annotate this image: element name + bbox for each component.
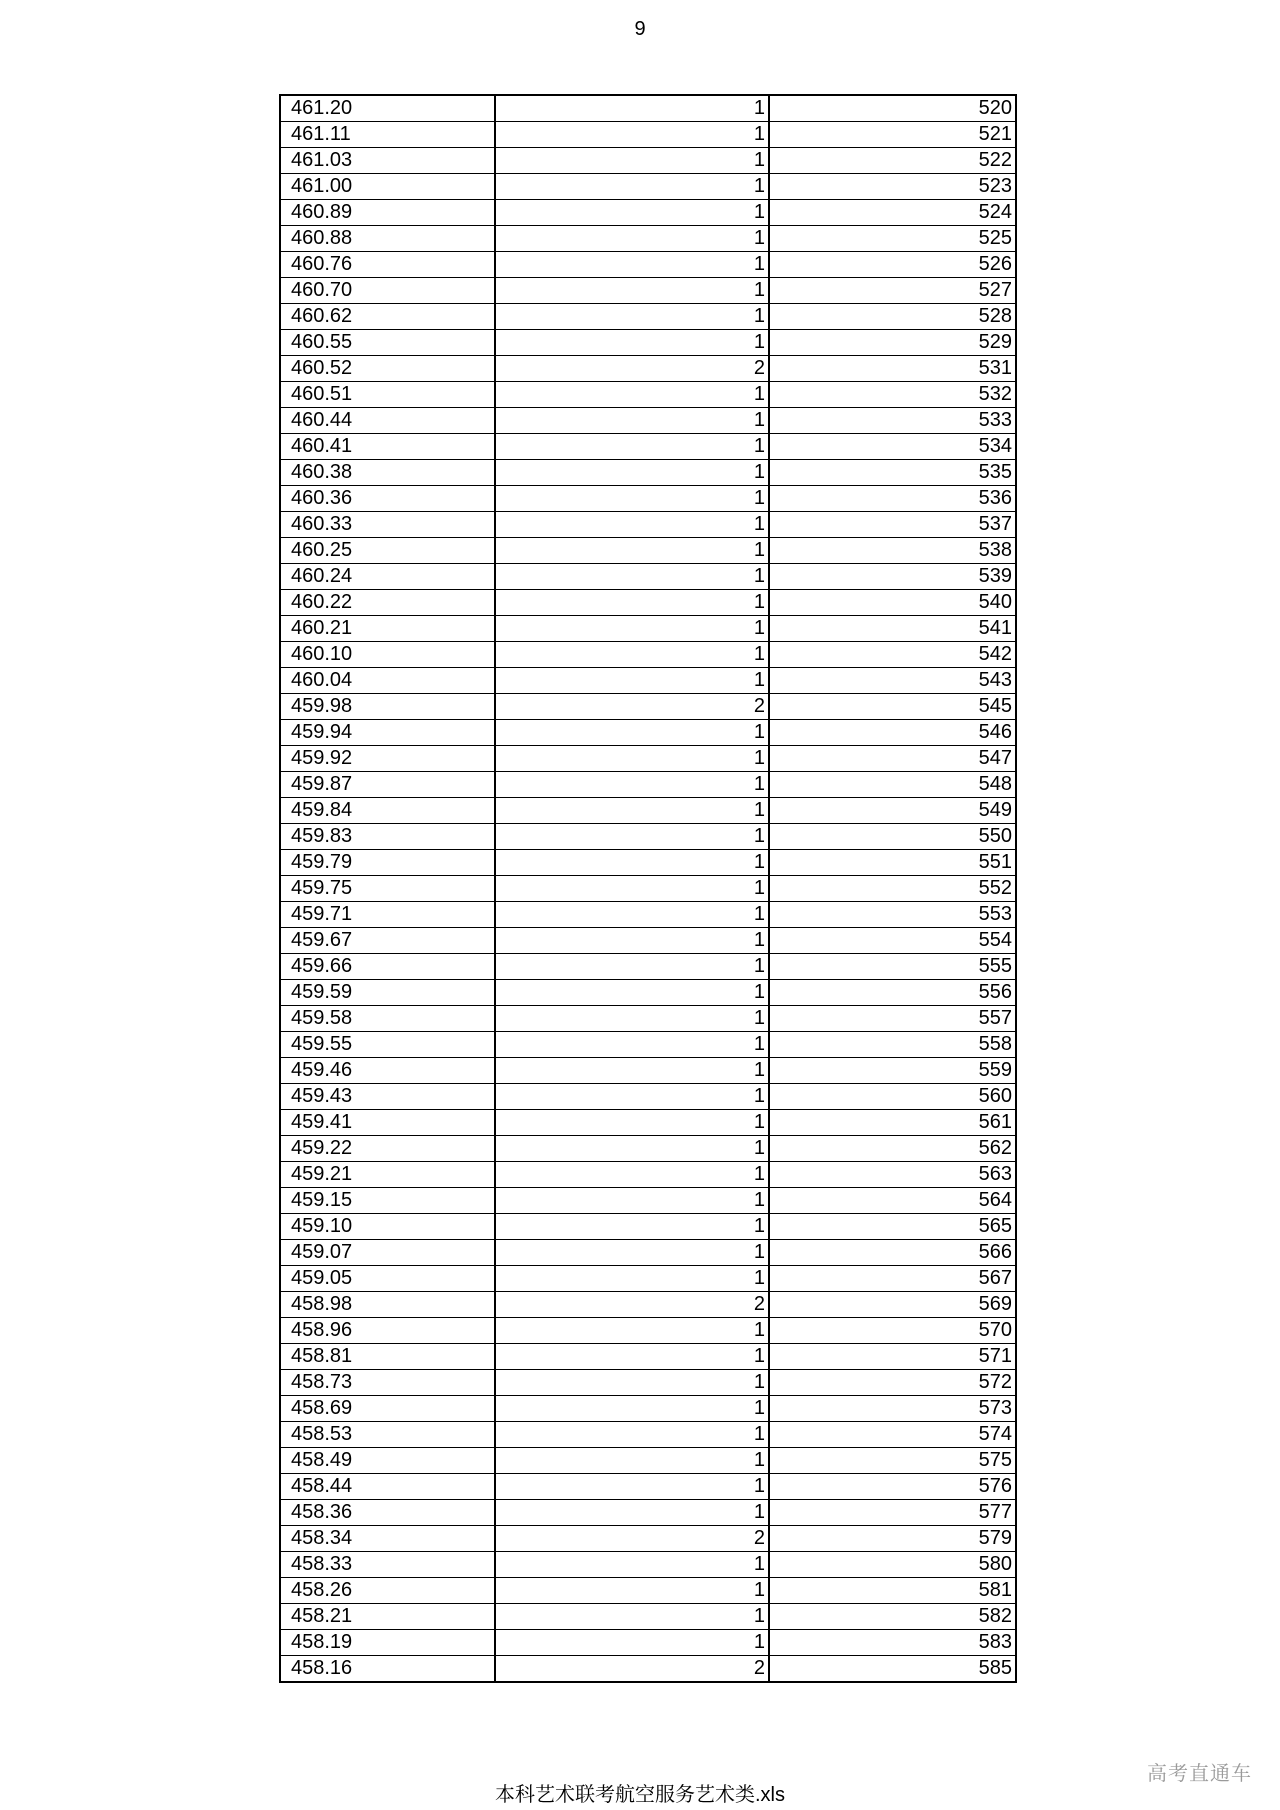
table-row (280, 1266, 1016, 1292)
table-row (280, 408, 1016, 434)
count-cell: 1 (495, 1344, 769, 1370)
table-row (280, 538, 1016, 564)
score-cell: 458.44 (280, 1474, 495, 1500)
score-cell: 459.83 (280, 824, 495, 850)
count-cell: 1 (495, 252, 769, 278)
table-row (280, 382, 1016, 408)
score-cell: 459.94 (280, 720, 495, 746)
score-cell: 460.88 (280, 226, 495, 252)
cumulative-rank-cell: 546 (769, 720, 1016, 746)
count-cell: 1 (495, 1214, 769, 1240)
score-cell: 458.26 (280, 1578, 495, 1604)
score-cell: 460.24 (280, 564, 495, 590)
count-cell: 1 (495, 1136, 769, 1162)
score-table-body (280, 95, 1016, 1682)
count-cell: 1 (495, 486, 769, 512)
score-cell: 460.10 (280, 642, 495, 668)
count-cell: 1 (495, 330, 769, 356)
count-cell: 1 (495, 980, 769, 1006)
cumulative-rank-cell: 524 (769, 200, 1016, 226)
score-cell: 460.33 (280, 512, 495, 538)
count-cell: 1 (495, 1552, 769, 1578)
score-cell: 458.33 (280, 1552, 495, 1578)
count-cell: 1 (495, 1578, 769, 1604)
table-row (280, 824, 1016, 850)
table-row (280, 1630, 1016, 1656)
cumulative-rank-cell: 562 (769, 1136, 1016, 1162)
table-row (280, 1656, 1016, 1683)
score-cell: 459.22 (280, 1136, 495, 1162)
count-cell: 1 (495, 850, 769, 876)
table-row (280, 356, 1016, 382)
table-row (280, 1578, 1016, 1604)
cumulative-rank-cell: 551 (769, 850, 1016, 876)
count-cell: 1 (495, 668, 769, 694)
score-cell: 460.04 (280, 668, 495, 694)
table-row (280, 616, 1016, 642)
score-cell: 459.58 (280, 1006, 495, 1032)
score-cell: 459.05 (280, 1266, 495, 1292)
cumulative-rank-cell: 548 (769, 772, 1016, 798)
cumulative-rank-cell: 581 (769, 1578, 1016, 1604)
cumulative-rank-cell: 522 (769, 148, 1016, 174)
score-cell: 459.21 (280, 1162, 495, 1188)
score-cell: 461.00 (280, 174, 495, 200)
count-cell: 1 (495, 95, 769, 122)
table-row (280, 1136, 1016, 1162)
score-cell: 460.44 (280, 408, 495, 434)
table-row (280, 1500, 1016, 1526)
table-row (280, 1032, 1016, 1058)
count-cell: 1 (495, 1188, 769, 1214)
cumulative-rank-cell: 550 (769, 824, 1016, 850)
score-cell: 460.51 (280, 382, 495, 408)
watermark-logo: 高考直通车 (1147, 1763, 1252, 1785)
table-row (280, 122, 1016, 148)
count-cell: 1 (495, 226, 769, 252)
table-row (280, 1110, 1016, 1136)
cumulative-rank-cell: 520 (769, 95, 1016, 122)
cumulative-rank-cell: 543 (769, 668, 1016, 694)
cumulative-rank-cell: 541 (769, 616, 1016, 642)
cumulative-rank-cell: 535 (769, 460, 1016, 486)
score-cell: 458.16 (280, 1656, 495, 1683)
score-cell: 459.84 (280, 798, 495, 824)
count-cell: 1 (495, 642, 769, 668)
score-cell: 458.96 (280, 1318, 495, 1344)
score-cell: 458.98 (280, 1292, 495, 1318)
score-cell: 460.76 (280, 252, 495, 278)
cumulative-rank-cell: 523 (769, 174, 1016, 200)
cumulative-rank-cell: 563 (769, 1162, 1016, 1188)
count-cell: 1 (495, 434, 769, 460)
table-row (280, 694, 1016, 720)
table-row (280, 304, 1016, 330)
page-number: 9 (634, 18, 646, 40)
score-cell: 459.92 (280, 746, 495, 772)
score-cell: 458.36 (280, 1500, 495, 1526)
cumulative-rank-cell: 570 (769, 1318, 1016, 1344)
count-cell: 1 (495, 1240, 769, 1266)
table-row (280, 928, 1016, 954)
cumulative-rank-cell: 554 (769, 928, 1016, 954)
score-cell: 458.49 (280, 1448, 495, 1474)
cumulative-rank-cell: 527 (769, 278, 1016, 304)
table-row (280, 1396, 1016, 1422)
score-cell: 460.25 (280, 538, 495, 564)
cumulative-rank-cell: 574 (769, 1422, 1016, 1448)
count-cell: 1 (495, 1084, 769, 1110)
table-row (280, 850, 1016, 876)
table-row (280, 1526, 1016, 1552)
score-cell: 459.41 (280, 1110, 495, 1136)
score-cell: 460.55 (280, 330, 495, 356)
cumulative-rank-cell: 525 (769, 226, 1016, 252)
count-cell: 2 (495, 1656, 769, 1683)
score-cell: 460.22 (280, 590, 495, 616)
count-cell: 1 (495, 928, 769, 954)
count-cell: 1 (495, 1474, 769, 1500)
count-cell: 2 (495, 356, 769, 382)
cumulative-rank-cell: 531 (769, 356, 1016, 382)
cumulative-rank-cell: 583 (769, 1630, 1016, 1656)
score-cell: 459.98 (280, 694, 495, 720)
count-cell: 1 (495, 538, 769, 564)
table-row (280, 772, 1016, 798)
table-row (280, 1370, 1016, 1396)
cumulative-rank-cell: 565 (769, 1214, 1016, 1240)
score-cell: 459.79 (280, 850, 495, 876)
cumulative-rank-cell: 580 (769, 1552, 1016, 1578)
count-cell: 1 (495, 746, 769, 772)
table-row (280, 1058, 1016, 1084)
cumulative-rank-cell: 555 (769, 954, 1016, 980)
count-cell: 1 (495, 902, 769, 928)
table-row (280, 798, 1016, 824)
count-cell: 1 (495, 382, 769, 408)
score-cell: 460.38 (280, 460, 495, 486)
table-row (280, 1188, 1016, 1214)
cumulative-rank-cell: 521 (769, 122, 1016, 148)
count-cell: 1 (495, 1422, 769, 1448)
count-cell: 1 (495, 1370, 769, 1396)
score-cell: 458.21 (280, 1604, 495, 1630)
count-cell: 1 (495, 798, 769, 824)
count-cell: 1 (495, 590, 769, 616)
cumulative-rank-cell: 556 (769, 980, 1016, 1006)
count-cell: 1 (495, 1032, 769, 1058)
score-cell: 459.87 (280, 772, 495, 798)
cumulative-rank-cell: 539 (769, 564, 1016, 590)
score-cell: 459.15 (280, 1188, 495, 1214)
count-cell: 1 (495, 1006, 769, 1032)
count-cell: 2 (495, 694, 769, 720)
cumulative-rank-cell: 576 (769, 1474, 1016, 1500)
count-cell: 1 (495, 512, 769, 538)
count-cell: 1 (495, 1604, 769, 1630)
cumulative-rank-cell: 536 (769, 486, 1016, 512)
cumulative-rank-cell: 538 (769, 538, 1016, 564)
cumulative-rank-cell: 540 (769, 590, 1016, 616)
table-row (280, 954, 1016, 980)
score-cell: 459.59 (280, 980, 495, 1006)
score-cell: 458.34 (280, 1526, 495, 1552)
count-cell: 1 (495, 1110, 769, 1136)
table-row (280, 95, 1016, 122)
count-cell: 1 (495, 954, 769, 980)
count-cell: 1 (495, 1630, 769, 1656)
count-cell: 1 (495, 824, 769, 850)
cumulative-rank-cell: 528 (769, 304, 1016, 330)
footer-filename: 本科艺术联考航空服务艺术类.xls (495, 1784, 785, 1806)
table-row (280, 1422, 1016, 1448)
cumulative-rank-cell: 532 (769, 382, 1016, 408)
table-row (280, 564, 1016, 590)
table-row (280, 1318, 1016, 1344)
table-row (280, 226, 1016, 252)
score-table (279, 94, 1017, 1683)
table-row (280, 668, 1016, 694)
cumulative-rank-cell: 547 (769, 746, 1016, 772)
cumulative-rank-cell: 552 (769, 876, 1016, 902)
cumulative-rank-cell: 566 (769, 1240, 1016, 1266)
table-row (280, 1084, 1016, 1110)
score-cell: 459.10 (280, 1214, 495, 1240)
cumulative-rank-cell: 564 (769, 1188, 1016, 1214)
cumulative-rank-cell: 557 (769, 1006, 1016, 1032)
count-cell: 1 (495, 1500, 769, 1526)
count-cell: 1 (495, 278, 769, 304)
count-cell: 2 (495, 1526, 769, 1552)
cumulative-rank-cell: 529 (769, 330, 1016, 356)
score-cell: 460.52 (280, 356, 495, 382)
count-cell: 1 (495, 200, 769, 226)
cumulative-rank-cell: 549 (769, 798, 1016, 824)
score-cell: 459.43 (280, 1084, 495, 1110)
cumulative-rank-cell: 575 (769, 1448, 1016, 1474)
score-cell: 459.75 (280, 876, 495, 902)
count-cell: 1 (495, 772, 769, 798)
score-cell: 459.07 (280, 1240, 495, 1266)
count-cell: 2 (495, 1292, 769, 1318)
cumulative-rank-cell: 573 (769, 1396, 1016, 1422)
cumulative-rank-cell: 545 (769, 694, 1016, 720)
score-cell: 458.69 (280, 1396, 495, 1422)
count-cell: 1 (495, 720, 769, 746)
table-row (280, 1006, 1016, 1032)
table-row (280, 174, 1016, 200)
count-cell: 1 (495, 1266, 769, 1292)
score-cell: 458.73 (280, 1370, 495, 1396)
table-row (280, 1448, 1016, 1474)
table-row (280, 434, 1016, 460)
table-row (280, 460, 1016, 486)
count-cell: 1 (495, 1318, 769, 1344)
score-cell: 458.53 (280, 1422, 495, 1448)
score-cell: 460.21 (280, 616, 495, 642)
cumulative-rank-cell: 542 (769, 642, 1016, 668)
cumulative-rank-cell: 534 (769, 434, 1016, 460)
cumulative-rank-cell: 567 (769, 1266, 1016, 1292)
cumulative-rank-cell: 561 (769, 1110, 1016, 1136)
score-cell: 458.19 (280, 1630, 495, 1656)
cumulative-rank-cell: 537 (769, 512, 1016, 538)
table-row (280, 876, 1016, 902)
cumulative-rank-cell: 526 (769, 252, 1016, 278)
cumulative-rank-cell: 558 (769, 1032, 1016, 1058)
score-cell: 461.03 (280, 148, 495, 174)
cumulative-rank-cell: 560 (769, 1084, 1016, 1110)
table-row (280, 1162, 1016, 1188)
table-row (280, 148, 1016, 174)
score-cell: 460.89 (280, 200, 495, 226)
count-cell: 1 (495, 304, 769, 330)
table-row (280, 1344, 1016, 1370)
cumulative-rank-cell: 582 (769, 1604, 1016, 1630)
count-cell: 1 (495, 148, 769, 174)
count-cell: 1 (495, 174, 769, 200)
score-cell: 461.20 (280, 95, 495, 122)
cumulative-rank-cell: 533 (769, 408, 1016, 434)
score-table-container (279, 94, 1017, 1683)
count-cell: 1 (495, 1396, 769, 1422)
score-cell: 458.81 (280, 1344, 495, 1370)
count-cell: 1 (495, 1162, 769, 1188)
table-row (280, 642, 1016, 668)
table-row (280, 590, 1016, 616)
table-row (280, 1552, 1016, 1578)
score-cell: 460.41 (280, 434, 495, 460)
score-cell: 459.55 (280, 1032, 495, 1058)
cumulative-rank-cell: 585 (769, 1656, 1016, 1683)
table-row (280, 1604, 1016, 1630)
count-cell: 1 (495, 408, 769, 434)
table-row (280, 252, 1016, 278)
table-row (280, 1214, 1016, 1240)
score-cell: 461.11 (280, 122, 495, 148)
cumulative-rank-cell: 572 (769, 1370, 1016, 1396)
table-row (280, 746, 1016, 772)
score-cell: 460.70 (280, 278, 495, 304)
table-row (280, 1240, 1016, 1266)
cumulative-rank-cell: 579 (769, 1526, 1016, 1552)
cumulative-rank-cell: 569 (769, 1292, 1016, 1318)
cumulative-rank-cell: 553 (769, 902, 1016, 928)
table-row (280, 902, 1016, 928)
count-cell: 1 (495, 460, 769, 486)
count-cell: 1 (495, 1058, 769, 1084)
cumulative-rank-cell: 559 (769, 1058, 1016, 1084)
table-row (280, 512, 1016, 538)
count-cell: 1 (495, 564, 769, 590)
score-cell: 459.71 (280, 902, 495, 928)
table-row (280, 278, 1016, 304)
table-row (280, 980, 1016, 1006)
count-cell: 1 (495, 122, 769, 148)
table-row (280, 200, 1016, 226)
table-row (280, 1292, 1016, 1318)
cumulative-rank-cell: 577 (769, 1500, 1016, 1526)
score-cell: 459.46 (280, 1058, 495, 1084)
table-row (280, 486, 1016, 512)
table-row (280, 330, 1016, 356)
table-row (280, 1474, 1016, 1500)
score-cell: 459.66 (280, 954, 495, 980)
count-cell: 1 (495, 616, 769, 642)
score-cell: 460.62 (280, 304, 495, 330)
count-cell: 1 (495, 1448, 769, 1474)
count-cell: 1 (495, 876, 769, 902)
score-cell: 460.36 (280, 486, 495, 512)
cumulative-rank-cell: 571 (769, 1344, 1016, 1370)
table-row (280, 720, 1016, 746)
score-cell: 459.67 (280, 928, 495, 954)
